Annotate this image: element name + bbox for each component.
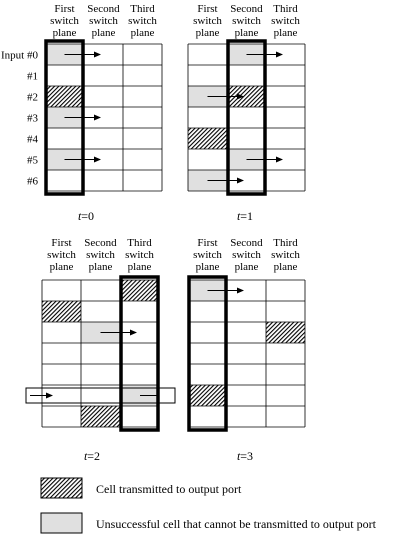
time-label: [237, 209, 253, 223]
plane-header-3: Third: [273, 3, 298, 15]
plane-header-2: Second: [230, 237, 263, 249]
plane-header-2: switch: [86, 249, 115, 261]
plane-header-1: plane: [195, 261, 220, 273]
plane-header-3: switch: [128, 15, 157, 27]
plane-header-2: plane: [234, 27, 259, 39]
time-var: t: [83, 449, 88, 463]
plane-header-3: switch: [125, 249, 154, 261]
plane-header-1: plane: [49, 261, 74, 273]
plane-header-3: plane: [273, 27, 298, 39]
plane-header-1: First: [197, 3, 218, 15]
transmitted-cell: [81, 406, 120, 427]
time-label: [78, 209, 94, 223]
plane-header-3: switch: [271, 249, 300, 261]
plane-header-2: plane: [88, 261, 113, 273]
input-label-5: #5: [27, 154, 38, 167]
plane-header-2: switch: [89, 15, 118, 27]
input-label-1: #1: [27, 70, 38, 83]
plane-header-1: First: [197, 237, 218, 249]
plane-header-1: First: [54, 3, 75, 15]
time-label: [237, 449, 253, 463]
plane-header-1: switch: [47, 249, 76, 261]
legend-transmitted-label: Cell transmitted to output port: [96, 482, 242, 496]
plane-header-2: switch: [232, 249, 261, 261]
plane-header-3: plane: [130, 27, 155, 39]
plane-header-2: plane: [234, 261, 259, 273]
plane-header-3: Third: [273, 237, 298, 249]
plane-header-2: Second: [87, 3, 120, 15]
transmitted-cell: [188, 128, 227, 149]
legend-unsuccessful-label: Unsuccessful cell that cannot be transmitted to output port: [96, 517, 376, 531]
plane-header-1: plane: [52, 27, 77, 39]
plane-header-1: switch: [50, 15, 79, 27]
plane-header-3: plane: [127, 261, 152, 273]
panel-t1: [188, 3, 305, 223]
plane-header-3: Third: [130, 3, 155, 15]
transmitted-cell: [42, 301, 81, 322]
plane-header-1: switch: [193, 15, 222, 27]
time-value: =3: [240, 449, 254, 463]
input-label-2: #2: [27, 91, 38, 104]
plane-header-2: Second: [230, 3, 263, 15]
panel-t3: [188, 237, 305, 463]
plane-header-1: switch: [193, 249, 222, 261]
input-label-6: #6: [27, 175, 38, 188]
input-label-4: #4: [27, 133, 38, 146]
transmitted-cell: [188, 385, 227, 406]
time-var: t: [236, 449, 241, 463]
input-label-3: #3: [27, 112, 38, 125]
time-value: =0: [81, 209, 95, 223]
plane-header-3: plane: [273, 261, 298, 273]
plane-header-3: Third: [127, 237, 152, 249]
plane-header-2: switch: [232, 15, 261, 27]
panel-t0: [1, 3, 162, 223]
legend-transmitted-swatch: [41, 478, 82, 498]
transmitted-cell: [120, 280, 159, 301]
transmitted-cell: [45, 86, 84, 107]
legend-unsuccessful-swatch: [41, 513, 82, 533]
plane-header-1: First: [51, 237, 72, 249]
plane-header-2: Second: [84, 237, 117, 249]
plane-header-3: switch: [271, 15, 300, 27]
plane-header-2: plane: [91, 27, 116, 39]
time-value: =2: [87, 449, 101, 463]
plane-header-1: plane: [195, 27, 220, 39]
time-var: t: [236, 209, 241, 223]
panel-t2: [26, 237, 175, 463]
time-var: t: [77, 209, 82, 223]
transmitted-cell: [266, 322, 305, 343]
input-label-0: Input #0: [1, 49, 38, 62]
time-label: [84, 449, 100, 463]
time-value: =1: [240, 209, 254, 223]
